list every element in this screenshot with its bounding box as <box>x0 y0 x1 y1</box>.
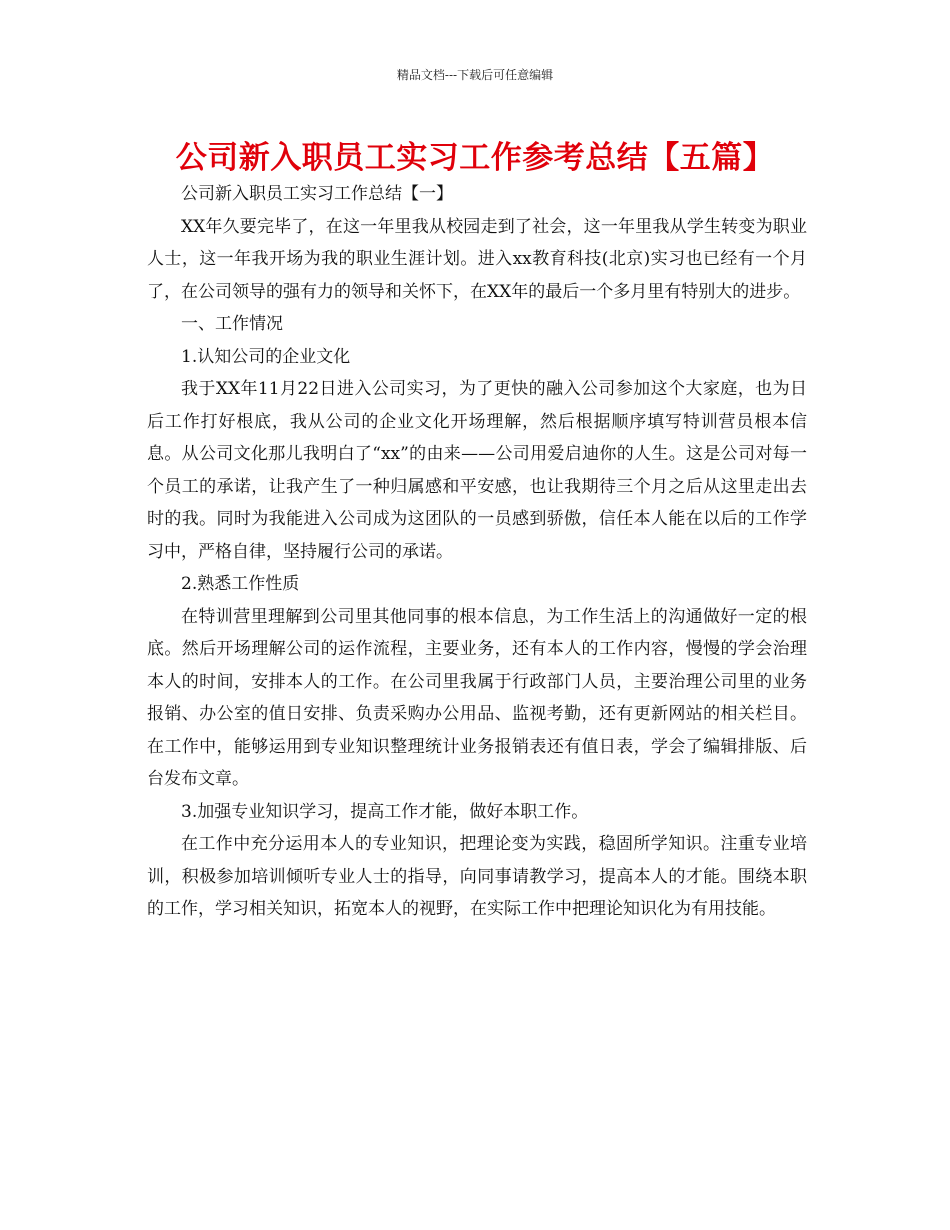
body-paragraph: 我于XX年11月22日进入公司实习，为了更快的融入公司参加这个大家庭，也为日后工作打好根底，我从公司的企业文化开场理解，然后根据顺序填写特训营员根本信息。从公司文化那儿我明白了“xx”的由来——公司用爱启迪你的人生。这是公司对每一个员工的承诺，让我产生了一种归属感和平安感，也让我期待三个月之后从这里走出去时的我。同时为我能进入公司成为这团队的一员感到骄傲，信任本人能在以后的工作学习中，严格自律，坚持履行公司的承诺。 <box>147 379 807 562</box>
section-heading: 一、工作情况 <box>181 314 283 334</box>
body-paragraph: XX年久要完毕了，在这一年里我从校园走到了社会，这一年里我从学生转变为职业人士，这一年我开场为我的职业生涯计划。进入xx教育科技(北京)实习也已经有一个月了，在公司领导的强有力的领导和关怀下，在XX年的最后一个多月里有特别大的进步。 <box>147 216 807 302</box>
document-title: 公司新入职员工实习工作参考总结【五篇】 <box>175 140 775 176</box>
subsection-heading: 3.加强专业知识学习，提高工作才能，做好本职工作。 <box>181 801 589 822</box>
body-paragraph: 在特训营里理解到公司里其他同事的根本信息，为工作生活上的沟通做好一定的根底。然后开场理解公司的运作流程，主要业务，还有本人的工作内容，慢慢的学会治理本人的时间，安排本人的工作。在公司里我属于行政部门人员，主要治理公司里的业务报销、办公室的值日安排、负责采购办公用品、监视考勤，还有更新网站的相关栏目。在工作中，能够运用到专业知识整理统计业务报销表还有值日表，学会了编辑排版、后台发布文章。 <box>147 606 807 789</box>
section-heading: 公司新入职员工实习工作总结【一】 <box>181 184 453 204</box>
subsection-heading: 1.认知公司的企业文化 <box>181 346 351 367</box>
subsection-heading: 2.熟悉工作性质 <box>181 574 300 594</box>
body-paragraph: 在工作中充分运用本人的专业知识，把理论变为实践，稳固所学知识。注重专业培训，积极参加培训倾听专业人士的指导，向同事请教学习，提高本人的才能。围绕本职的工作，学习相关知识，拓宽本人的视野，在实际工作中把理论知识化为有用技能。 <box>147 834 807 919</box>
document-body <box>147 178 807 926</box>
running-header: 精品文档---下载后可任意编辑 <box>396 68 554 82</box>
